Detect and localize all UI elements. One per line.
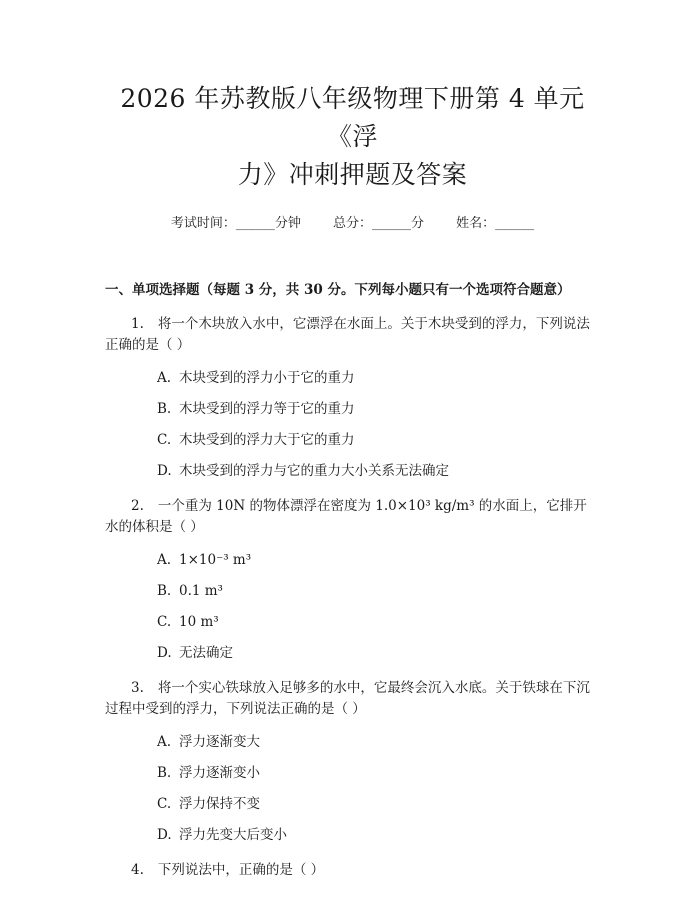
option-letter: A. (157, 552, 172, 568)
option-text: 木块受到的浮力等于它的重力 (179, 401, 355, 417)
option-text: 木块受到的浮力与它的重力大小关系无法确定 (179, 463, 449, 479)
option-a (157, 732, 600, 753)
option-letter: A. (157, 734, 172, 750)
question-1 (105, 314, 600, 356)
section-heading: 一、单项选择题（每题 3 分，共 30 分。下列每小题只有一个选项符合题意） (105, 282, 571, 298)
question-1-options (105, 368, 600, 482)
question-text: 将一个实心铁球放入足够多的水中，它最终会沉入水底。关于铁球在下沉过程中受到的浮力，下列说法正确的是（ ） (105, 680, 590, 717)
option-letter: C. (157, 432, 172, 448)
option-text: 10 m³ (179, 614, 219, 630)
question-3-options (105, 732, 600, 846)
option-text: 0.1 m³ (179, 583, 223, 599)
question-number: 3. (131, 680, 144, 696)
option-text: 1×10⁻³ m³ (179, 552, 252, 568)
student-name-field: 姓名：______ (456, 216, 535, 231)
option-text: 浮力逐渐变小 (179, 765, 260, 781)
option-letter: B. (157, 401, 172, 417)
option-c (157, 612, 600, 633)
total-score-field: 总分：______分 (332, 216, 424, 231)
question-3 (105, 678, 600, 720)
option-d (157, 643, 600, 664)
question-2 (105, 496, 600, 538)
option-letter: D. (157, 827, 172, 843)
question-text: 将一个木块放入水中，它漂浮在水面上。关于木块受到的浮力，下列说法正确的是（ ） (105, 316, 590, 353)
option-c (157, 794, 600, 815)
question-number: 1. (131, 316, 144, 332)
option-d (157, 825, 600, 846)
option-text: 浮力逐渐变大 (179, 734, 260, 750)
option-b (157, 581, 600, 602)
exam-info (105, 214, 600, 234)
option-letter: B. (157, 765, 172, 781)
option-text: 木块受到的浮力大于它的重力 (179, 432, 355, 448)
option-letter: B. (157, 583, 172, 599)
option-letter: A. (157, 370, 172, 386)
option-letter: C. (157, 614, 172, 630)
option-b (157, 763, 600, 784)
option-a (157, 368, 600, 389)
option-text: 浮力保持不变 (179, 796, 260, 812)
question-number: 2. (131, 498, 144, 514)
title-line-1: 2026 年苏教版八年级物理下册第 4 单元《浮 (120, 84, 585, 151)
option-d (157, 461, 600, 482)
document-title (105, 0, 600, 194)
question-number: 4. (131, 862, 144, 878)
option-a (157, 550, 600, 571)
question-4 (105, 860, 600, 881)
option-b (157, 399, 600, 420)
option-text: 木块受到的浮力小于它的重力 (179, 370, 355, 386)
question-text: 一个重为 10N 的物体漂浮在密度为 1.0×10³ kg/m³ 的水面上，它排开水的体积是（ ） (105, 498, 587, 535)
option-text: 无法确定 (179, 645, 233, 661)
option-c (157, 430, 600, 451)
title-line-2: 力》冲刺押题及答案 (237, 160, 468, 189)
exam-time-field: 考试时间：______分钟 (170, 216, 301, 231)
option-letter: D. (157, 645, 172, 661)
option-letter: D. (157, 463, 172, 479)
option-letter: C. (157, 796, 172, 812)
question-text: 下列说法中，正确的是（ ） (157, 862, 325, 878)
option-text: 浮力先变大后变小 (179, 827, 287, 843)
question-2-options (105, 550, 600, 664)
